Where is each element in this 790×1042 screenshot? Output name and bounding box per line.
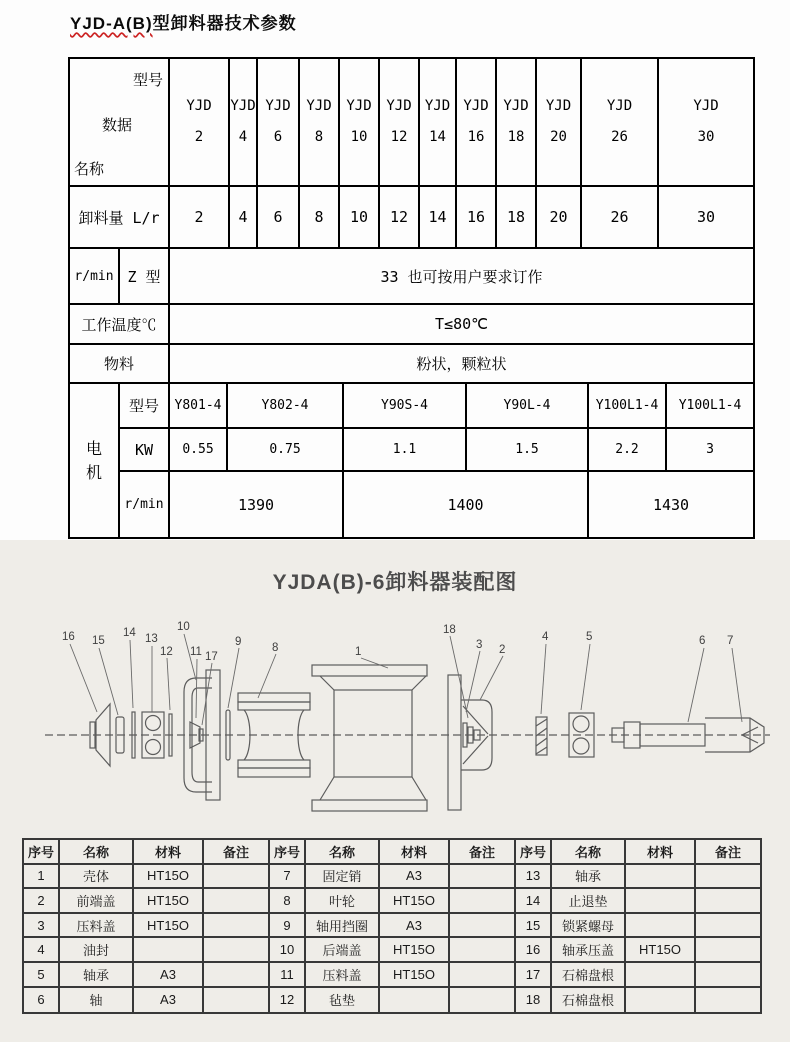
assembly-diagram bbox=[0, 600, 790, 835]
model-prefix: YJD bbox=[693, 97, 719, 114]
motor-model-cell: Y100L1-4 bbox=[678, 398, 742, 413]
model-prefix: YJD bbox=[503, 97, 529, 114]
part-no: 4 bbox=[24, 938, 60, 963]
parts-group-2 bbox=[270, 838, 516, 1014]
callout-4: 4 bbox=[542, 631, 549, 643]
model-cell bbox=[380, 59, 420, 185]
motor-power-row bbox=[120, 429, 753, 472]
unload-value-cell: 6 bbox=[258, 187, 300, 247]
page-title-model: YJD-A(B) bbox=[70, 14, 153, 33]
callout-8: 8 bbox=[272, 642, 279, 654]
model-prefix: YJD bbox=[424, 97, 451, 114]
part-name: 压料盖 bbox=[60, 914, 134, 939]
part-material: A3 bbox=[134, 963, 204, 988]
motor-model-cell: Y90L-4 bbox=[467, 384, 589, 427]
part-no: 16 bbox=[516, 938, 552, 963]
part-remark bbox=[204, 963, 268, 988]
motor-power-label: KW bbox=[120, 429, 170, 470]
part-name: 后端盖 bbox=[306, 938, 380, 963]
unload-value-cell: 20 bbox=[537, 187, 582, 247]
speed-row bbox=[70, 249, 753, 305]
model-prefix: YJD bbox=[463, 97, 489, 114]
part-name: 毡垫 bbox=[306, 988, 380, 1013]
motor-main-label bbox=[70, 384, 120, 537]
part-name: 固定销 bbox=[306, 865, 380, 890]
part-no: 12 bbox=[270, 988, 306, 1013]
unload-value-cell: 26 bbox=[582, 187, 659, 247]
model-number: 12 bbox=[390, 129, 408, 145]
callout-7: 7 bbox=[727, 635, 734, 647]
motor-model-label: 型号 bbox=[120, 384, 170, 427]
part-name: 油封 bbox=[60, 938, 134, 963]
part-housing bbox=[312, 665, 427, 811]
part-material bbox=[380, 988, 450, 1013]
part-material: HT15O bbox=[380, 963, 450, 988]
corner-label-data: 数据 bbox=[102, 116, 133, 134]
speed-value: 33 也可按用户要求订作 bbox=[380, 267, 543, 286]
part-no: 10 bbox=[270, 938, 306, 963]
part-material: HT15O bbox=[626, 938, 696, 963]
model-number: 4 bbox=[238, 129, 248, 145]
part-no: 7 bbox=[270, 865, 306, 890]
callout-10: 10 bbox=[177, 621, 190, 633]
model-number: 8 bbox=[314, 129, 324, 145]
part-name: 石棉盘根 bbox=[552, 988, 626, 1013]
model-prefix: YJD bbox=[306, 97, 332, 114]
part-no: 2 bbox=[24, 889, 60, 914]
part-no: 17 bbox=[516, 963, 552, 988]
motor-speed-label: r/min bbox=[120, 472, 170, 537]
callout-17: 17 bbox=[205, 651, 218, 663]
col-header-no: 序号 bbox=[24, 840, 60, 865]
part-no: 11 bbox=[270, 963, 306, 988]
motor-section bbox=[70, 384, 753, 537]
motor-power-cell: 0.75 bbox=[228, 429, 344, 470]
model-number: 20 bbox=[550, 129, 567, 145]
part-remark bbox=[450, 963, 514, 988]
part-remark bbox=[204, 865, 268, 890]
part-no: 15 bbox=[516, 914, 552, 939]
model-cell bbox=[582, 59, 659, 185]
part-no: 1 bbox=[24, 865, 60, 890]
speed-type-label: Z 型 bbox=[120, 249, 170, 303]
page-title bbox=[70, 9, 297, 34]
col-header-remark: 备注 bbox=[696, 840, 760, 865]
temperature-label: 工作温度℃ bbox=[70, 305, 170, 343]
part-remark bbox=[696, 988, 760, 1013]
temperature-row bbox=[70, 305, 753, 345]
col-header-material: 材料 bbox=[134, 840, 204, 865]
part-no: 6 bbox=[24, 988, 60, 1013]
part-no: 14 bbox=[516, 889, 552, 914]
motor-main-label-text: 电机 bbox=[85, 438, 102, 482]
col-header-material: 材料 bbox=[380, 840, 450, 865]
unload-value-cell: 8 bbox=[300, 187, 340, 247]
part-material bbox=[626, 914, 696, 939]
part-no: 5 bbox=[24, 963, 60, 988]
motor-speed-values bbox=[170, 472, 753, 537]
callout-16: 16 bbox=[62, 631, 75, 643]
callout-3: 3 bbox=[476, 639, 483, 651]
model-prefix: YJD bbox=[186, 97, 212, 114]
model-header-cells bbox=[170, 59, 753, 185]
motor-model-cell: Y802-4 bbox=[228, 384, 344, 427]
col-header-no: 序号 bbox=[270, 840, 306, 865]
model-cell bbox=[537, 59, 582, 185]
model-cell bbox=[230, 59, 258, 185]
motor-power-values bbox=[170, 429, 753, 470]
part-material: HT15O bbox=[134, 914, 204, 939]
model-cell bbox=[420, 59, 457, 185]
page-title-rest: 型卸料器技术参数 bbox=[152, 14, 297, 33]
model-number: 10 bbox=[350, 129, 368, 145]
part-remark bbox=[450, 865, 514, 890]
model-cell bbox=[170, 59, 230, 185]
motor-power-cell: 0.55 bbox=[170, 429, 228, 470]
part-name: 止退垫 bbox=[552, 889, 626, 914]
part-remark bbox=[204, 938, 268, 963]
callout-12: 12 bbox=[160, 646, 173, 658]
part-name: 压料盖 bbox=[306, 963, 380, 988]
part-name: 锁紧螺母 bbox=[552, 914, 626, 939]
model-number: 26 bbox=[611, 129, 628, 145]
callout-14: 14 bbox=[123, 627, 136, 639]
spec-header-row bbox=[70, 59, 753, 187]
motor-speed-row bbox=[120, 472, 753, 537]
motor-speed-cell: 1400 bbox=[344, 472, 589, 537]
part-material: A3 bbox=[380, 914, 450, 939]
part-material: HT15O bbox=[380, 938, 450, 963]
col-header-remark: 备注 bbox=[204, 840, 268, 865]
corner-cell bbox=[70, 59, 170, 185]
part-remark bbox=[450, 988, 514, 1013]
part-remark bbox=[696, 914, 760, 939]
part-material bbox=[626, 865, 696, 890]
material-row bbox=[70, 345, 753, 384]
part-no: 8 bbox=[270, 889, 306, 914]
model-prefix: YJD bbox=[386, 97, 412, 114]
unload-value-cell: 12 bbox=[380, 187, 420, 247]
part-remark bbox=[450, 889, 514, 914]
motor-model-values bbox=[170, 384, 753, 427]
part-material bbox=[134, 938, 204, 963]
part-name: 轴承 bbox=[60, 963, 134, 988]
motor-power-cell: 1.5 bbox=[467, 429, 589, 470]
unload-value-cell: 16 bbox=[457, 187, 497, 247]
model-prefix: YJD bbox=[265, 97, 291, 114]
model-number: 18 bbox=[507, 129, 525, 145]
callout-labels bbox=[62, 621, 733, 663]
model-cell bbox=[497, 59, 537, 185]
part-material: A3 bbox=[380, 865, 450, 890]
motor-rows bbox=[120, 384, 753, 537]
motor-power-cell: 2.2 bbox=[589, 429, 667, 470]
callout-9: 9 bbox=[235, 636, 242, 648]
callout-6: 6 bbox=[699, 635, 706, 647]
part-remark bbox=[696, 865, 760, 890]
model-prefix: YJD bbox=[346, 97, 372, 114]
part-name: 前端盖 bbox=[60, 889, 134, 914]
unload-value-cell: 10 bbox=[340, 187, 380, 247]
unload-value-cell: 14 bbox=[420, 187, 457, 247]
col-header-name: 名称 bbox=[552, 840, 626, 865]
part-material: HT15O bbox=[134, 889, 204, 914]
parts-table bbox=[22, 838, 762, 1014]
model-number: 16 bbox=[467, 129, 485, 145]
model-prefix: YJD bbox=[545, 97, 572, 114]
part-remark bbox=[450, 938, 514, 963]
motor-speed-cell: 1430 bbox=[652, 495, 690, 514]
part-name: 轴用挡圈 bbox=[306, 914, 380, 939]
motor-model-row bbox=[120, 384, 753, 429]
col-header-remark: 备注 bbox=[450, 840, 514, 865]
model-cell bbox=[457, 59, 497, 185]
callout-11: 11 bbox=[190, 646, 202, 658]
col-header-no: 序号 bbox=[516, 840, 552, 865]
motor-model-cell: Y90S-4 bbox=[344, 384, 467, 427]
callout-2: 2 bbox=[499, 644, 506, 656]
callout-13: 13 bbox=[145, 633, 158, 645]
col-header-material: 材料 bbox=[626, 840, 696, 865]
callout-1: 1 bbox=[355, 646, 362, 658]
part-material: A3 bbox=[134, 988, 204, 1013]
unload-values bbox=[170, 187, 753, 247]
part-name: 石棉盘根 bbox=[552, 963, 626, 988]
material-value: 粉状，颗粒状 bbox=[416, 355, 507, 373]
part-no: 3 bbox=[24, 914, 60, 939]
part-remark bbox=[204, 988, 268, 1013]
part-name: 轴 bbox=[60, 988, 134, 1013]
unload-value-cell: 30 bbox=[696, 207, 716, 226]
corner-label-name: 名称 bbox=[74, 160, 105, 178]
motor-model-cell: Y801-4 bbox=[170, 384, 228, 427]
unload-value-cell: 2 bbox=[170, 187, 230, 247]
parts-group-1 bbox=[22, 838, 270, 1014]
part-no: 9 bbox=[270, 914, 306, 939]
part-name: 壳体 bbox=[60, 865, 134, 890]
col-header-name: 名称 bbox=[60, 840, 134, 865]
col-header-name: 名称 bbox=[306, 840, 380, 865]
model-cell bbox=[300, 59, 340, 185]
unload-label: 卸料量 L/r bbox=[70, 187, 170, 247]
callout-18: 18 bbox=[443, 624, 456, 636]
model-number: 2 bbox=[194, 129, 204, 145]
part-remark bbox=[696, 938, 760, 963]
unload-row bbox=[70, 187, 753, 249]
part-name: 轴承压盖 bbox=[552, 938, 626, 963]
part-remark bbox=[696, 889, 760, 914]
model-prefix: YJD bbox=[606, 97, 633, 114]
part-no: 18 bbox=[516, 988, 552, 1013]
part-material: HT15O bbox=[380, 889, 450, 914]
unload-value-cell: 4 bbox=[230, 187, 258, 247]
part-name: 轴承 bbox=[552, 865, 626, 890]
part-material bbox=[626, 889, 696, 914]
part-no: 13 bbox=[516, 865, 552, 890]
motor-model-cell: Y100L1-4 bbox=[589, 384, 667, 427]
part-material: HT15O bbox=[134, 865, 204, 890]
model-cell bbox=[659, 59, 753, 185]
model-cell bbox=[258, 59, 300, 185]
part-remark bbox=[204, 914, 268, 939]
part-material bbox=[626, 963, 696, 988]
motor-power-cell: 1.1 bbox=[344, 429, 467, 470]
callout-15: 15 bbox=[92, 635, 105, 647]
speed-unit-label: r/min bbox=[70, 249, 120, 303]
model-number: 6 bbox=[273, 129, 283, 145]
unload-value-cell: 18 bbox=[497, 187, 537, 247]
model-cell bbox=[340, 59, 380, 185]
model-prefix: YJD bbox=[230, 97, 256, 114]
material-label: 物料 bbox=[70, 345, 170, 382]
callout-5: 5 bbox=[586, 631, 593, 643]
motor-speed-cell: 1390 bbox=[170, 472, 344, 537]
part-oil-seal bbox=[536, 717, 547, 755]
spec-table bbox=[68, 57, 755, 539]
part-remark bbox=[204, 889, 268, 914]
temperature-value: T≤80℃ bbox=[435, 315, 488, 333]
model-number: 30 bbox=[697, 129, 715, 145]
parts-group-3 bbox=[516, 838, 762, 1014]
part-remark bbox=[450, 914, 514, 939]
corner-label-model: 型号 bbox=[132, 71, 163, 89]
part-remark bbox=[696, 963, 760, 988]
assembly-diagram-title: YJDA(B)-6卸料器装配图 bbox=[272, 571, 518, 594]
part-material bbox=[626, 988, 696, 1013]
part-name: 叶轮 bbox=[306, 889, 380, 914]
motor-power-cell: 3 bbox=[706, 442, 714, 457]
model-number: 14 bbox=[429, 129, 446, 145]
